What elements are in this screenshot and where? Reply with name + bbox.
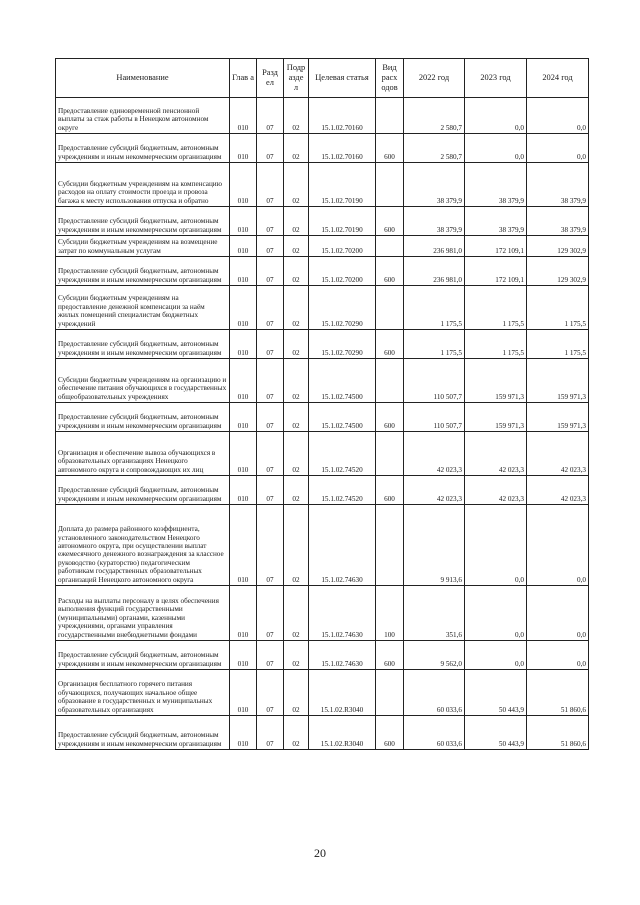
cell-razdel: 07 — [257, 716, 284, 750]
cell-2022: 2 580,7 — [404, 134, 465, 163]
cell-2023: 0,0 — [465, 586, 527, 641]
cell-target: 15.1.02.70190 — [309, 163, 376, 207]
cell-podrazdel: 02 — [284, 257, 309, 286]
cell-2023: 159 971,3 — [465, 403, 527, 432]
cell-target: 15.1.02.R3040 — [309, 716, 376, 750]
cell-name: Предоставление субсидий бюджетным, автономным учреждениям и иным некоммерческим организациям — [56, 403, 230, 432]
cell-vid — [376, 236, 404, 257]
cell-2023: 0,0 — [465, 505, 527, 586]
cell-name: Субсидии бюджетным учреждениям на организацию и обеспечение питания обучающихся в государственных общеобразовательных учреждениях — [56, 359, 230, 403]
table-row — [56, 286, 589, 330]
cell-2022: 60 033,6 — [404, 670, 465, 716]
cell-vid — [376, 670, 404, 716]
cell-2022: 236 981,0 — [404, 257, 465, 286]
cell-name: Предоставление субсидий бюджетным, автономным учреждениям и иным некоммерческим организациям — [56, 476, 230, 505]
cell-razdel: 07 — [257, 330, 284, 359]
cell-2023: 172 109,1 — [465, 236, 527, 257]
cell-2024: 0,0 — [527, 98, 589, 134]
cell-glava: 010 — [230, 716, 257, 750]
budget-table — [55, 58, 589, 750]
cell-name: Предоставление субсидий бюджетным, автономным учреждениям и иным некоммерческим организациям — [56, 207, 230, 236]
cell-2023: 172 109,1 — [465, 257, 527, 286]
cell-razdel: 07 — [257, 134, 284, 163]
cell-2024: 159 971,3 — [527, 359, 589, 403]
cell-2023: 159 971,3 — [465, 359, 527, 403]
table-row — [56, 403, 589, 432]
table-row — [56, 432, 589, 476]
cell-glava: 010 — [230, 505, 257, 586]
cell-razdel: 07 — [257, 98, 284, 134]
cell-2022: 1 175,5 — [404, 286, 465, 330]
cell-target: 15.1.02.70160 — [309, 134, 376, 163]
cell-2024: 0,0 — [527, 586, 589, 641]
cell-name: Организация и обеспечение вывоза обучающихся в образовательных организациях Ненецкого автономного округа и сопровождающих их лиц — [56, 432, 230, 476]
table-row — [56, 716, 589, 750]
cell-vid — [376, 163, 404, 207]
header-name: Наименование — [56, 59, 230, 98]
cell-2024: 129 302,9 — [527, 236, 589, 257]
cell-2022: 110 507,7 — [404, 359, 465, 403]
cell-podrazdel: 02 — [284, 134, 309, 163]
cell-2023: 0,0 — [465, 641, 527, 670]
table-row — [56, 505, 589, 586]
cell-2023: 42 023,3 — [465, 432, 527, 476]
table-row — [56, 586, 589, 641]
cell-2022: 60 033,6 — [404, 716, 465, 750]
cell-target: 15.1.02.74500 — [309, 359, 376, 403]
cell-podrazdel: 02 — [284, 236, 309, 257]
cell-podrazdel: 02 — [284, 98, 309, 134]
cell-razdel: 07 — [257, 163, 284, 207]
cell-vid — [376, 98, 404, 134]
cell-razdel: 07 — [257, 207, 284, 236]
cell-glava: 010 — [230, 403, 257, 432]
cell-glava: 010 — [230, 134, 257, 163]
cell-glava: 010 — [230, 670, 257, 716]
cell-razdel: 07 — [257, 286, 284, 330]
cell-vid: 600 — [376, 641, 404, 670]
cell-razdel: 07 — [257, 670, 284, 716]
cell-name: Предоставление субсидий бюджетным, автономным учреждениям и иным некоммерческим организациям — [56, 134, 230, 163]
cell-podrazdel: 02 — [284, 286, 309, 330]
cell-2022: 236 981,0 — [404, 236, 465, 257]
cell-2024: 51 860,6 — [527, 716, 589, 750]
cell-2023: 42 023,3 — [465, 476, 527, 505]
cell-name: Предоставление субсидий бюджетным, автономным учреждениям и иным некоммерческим организациям — [56, 330, 230, 359]
page-number: 20 — [314, 846, 326, 860]
cell-vid: 600 — [376, 716, 404, 750]
header-2024: 2024 год — [527, 59, 589, 98]
cell-glava: 010 — [230, 586, 257, 641]
cell-glava: 010 — [230, 207, 257, 236]
cell-vid: 600 — [376, 207, 404, 236]
cell-name: Предоставление субсидий бюджетным, автономным учреждениям и иным некоммерческим организациям — [56, 641, 230, 670]
cell-glava: 010 — [230, 641, 257, 670]
cell-2022: 2 580,7 — [404, 98, 465, 134]
cell-name: Предоставление единовременной пенсионной выплаты за стаж работы в Ненецком автономном округе — [56, 98, 230, 134]
cell-2023: 1 175,5 — [465, 286, 527, 330]
cell-podrazdel: 02 — [284, 432, 309, 476]
header-target: Целевая статья — [309, 59, 376, 98]
cell-target: 15.1.02.74500 — [309, 403, 376, 432]
table-row — [56, 359, 589, 403]
cell-2024: 0,0 — [527, 134, 589, 163]
cell-razdel: 07 — [257, 432, 284, 476]
cell-name: Предоставление субсидий бюджетным, автономным учреждениям и иным некоммерческим организациям — [56, 716, 230, 750]
cell-2023: 1 175,5 — [465, 330, 527, 359]
cell-razdel: 07 — [257, 476, 284, 505]
cell-2024: 1 175,5 — [527, 330, 589, 359]
cell-vid — [376, 286, 404, 330]
cell-2023: 38 379,9 — [465, 163, 527, 207]
table-row — [56, 330, 589, 359]
table-row — [56, 98, 589, 134]
cell-2023: 0,0 — [465, 98, 527, 134]
cell-podrazdel: 02 — [284, 330, 309, 359]
cell-podrazdel: 02 — [284, 476, 309, 505]
cell-name: Доплата до размера районного коэффициента, установленного законодательством Ненецкого автономного округа, при осуществлении выплат ежемесячного денежного вознаграждения за классное руководство (кураторство) педагогическим работникам государственных образовательных организаций Ненецкого автономного округа — [56, 505, 230, 586]
cell-podrazdel: 02 — [284, 586, 309, 641]
cell-podrazdel: 02 — [284, 163, 309, 207]
cell-2024: 38 379,9 — [527, 163, 589, 207]
cell-target: 15.1.02.74520 — [309, 432, 376, 476]
cell-2024: 0,0 — [527, 505, 589, 586]
cell-razdel: 07 — [257, 505, 284, 586]
cell-2022: 351,6 — [404, 586, 465, 641]
cell-name: Предоставление субсидий бюджетным, автономным учреждениям и иным некоммерческим организациям — [56, 257, 230, 286]
cell-2022: 110 507,7 — [404, 403, 465, 432]
header-vid: Вид расх одов — [376, 59, 404, 98]
cell-razdel: 07 — [257, 403, 284, 432]
cell-name: Субсидии бюджетным учреждениям на компенсацию расходов на оплату стоимости проезда и провоза багажа к месту использования отпуска и обратно — [56, 163, 230, 207]
table-row — [56, 641, 589, 670]
cell-name: Организация бесплатного горячего питания обучающихся, получающих начальное общее образование в государственных и муниципальных образовательных организациях — [56, 670, 230, 716]
cell-podrazdel: 02 — [284, 641, 309, 670]
cell-vid — [376, 505, 404, 586]
cell-target: 15.1.02.70290 — [309, 330, 376, 359]
cell-2022: 38 379,9 — [404, 207, 465, 236]
table-row — [56, 257, 589, 286]
cell-2023: 50 443,9 — [465, 716, 527, 750]
cell-target: 15.1.02.70290 — [309, 286, 376, 330]
cell-2022: 38 379,9 — [404, 163, 465, 207]
cell-target: 15.1.02.70160 — [309, 98, 376, 134]
cell-podrazdel: 02 — [284, 716, 309, 750]
cell-vid: 100 — [376, 586, 404, 641]
header-2023: 2023 год — [465, 59, 527, 98]
cell-podrazdel: 02 — [284, 505, 309, 586]
cell-name: Субсидии бюджетным учреждениям на предоставление денежной компенсации за наём жилых помещений специалистам бюджетных учреждений — [56, 286, 230, 330]
cell-podrazdel: 02 — [284, 403, 309, 432]
table-header-row — [56, 59, 589, 98]
header-glava: Глав а — [230, 59, 257, 98]
cell-name: Расходы на выплаты персоналу в целях обеспечения выполнения функций государственными (муниципальными) органами, казенными учреждениями, органами управления государственными внебюджетными фондами — [56, 586, 230, 641]
table-row — [56, 207, 589, 236]
cell-glava: 010 — [230, 359, 257, 403]
cell-target: 15.1.02.70200 — [309, 236, 376, 257]
cell-podrazdel: 02 — [284, 359, 309, 403]
cell-vid: 600 — [376, 476, 404, 505]
cell-razdel: 07 — [257, 641, 284, 670]
cell-2022: 9 562,0 — [404, 641, 465, 670]
cell-2022: 42 023,3 — [404, 432, 465, 476]
cell-2024: 38 379,9 — [527, 207, 589, 236]
table-row — [56, 476, 589, 505]
cell-glava: 010 — [230, 432, 257, 476]
cell-target: 15.1.02.74630 — [309, 505, 376, 586]
cell-razdel: 07 — [257, 236, 284, 257]
cell-2024: 1 175,5 — [527, 286, 589, 330]
cell-name: Субсидии бюджетным учреждениям на возмещение затрат по коммунальным услугам — [56, 236, 230, 257]
header-podrazdel: Подр азде л — [284, 59, 309, 98]
cell-target: 15.1.02.74520 — [309, 476, 376, 505]
cell-2023: 0,0 — [465, 134, 527, 163]
cell-glava: 010 — [230, 98, 257, 134]
cell-2024: 159 971,3 — [527, 403, 589, 432]
cell-2023: 50 443,9 — [465, 670, 527, 716]
cell-2022: 1 175,5 — [404, 330, 465, 359]
cell-target: 15.1.02.R3040 — [309, 670, 376, 716]
cell-2023: 38 379,9 — [465, 207, 527, 236]
cell-2022: 42 023,3 — [404, 476, 465, 505]
cell-razdel: 07 — [257, 586, 284, 641]
cell-podrazdel: 02 — [284, 207, 309, 236]
cell-2024: 129 302,9 — [527, 257, 589, 286]
cell-target: 15.1.02.74630 — [309, 641, 376, 670]
cell-vid: 600 — [376, 134, 404, 163]
cell-glava: 010 — [230, 236, 257, 257]
cell-glava: 010 — [230, 163, 257, 207]
header-razdel: Разд ел — [257, 59, 284, 98]
cell-vid — [376, 359, 404, 403]
cell-2024: 42 023,3 — [527, 432, 589, 476]
table-row — [56, 236, 589, 257]
cell-glava: 010 — [230, 476, 257, 505]
table-row — [56, 670, 589, 716]
cell-target: 15.1.02.70190 — [309, 207, 376, 236]
cell-target: 15.1.02.74630 — [309, 586, 376, 641]
cell-glava: 010 — [230, 330, 257, 359]
cell-2024: 51 860,6 — [527, 670, 589, 716]
cell-2022: 9 913,6 — [404, 505, 465, 586]
cell-podrazdel: 02 — [284, 670, 309, 716]
cell-vid: 600 — [376, 403, 404, 432]
cell-vid — [376, 432, 404, 476]
table-row — [56, 134, 589, 163]
cell-vid: 600 — [376, 257, 404, 286]
cell-razdel: 07 — [257, 257, 284, 286]
cell-razdel: 07 — [257, 359, 284, 403]
cell-2024: 0,0 — [527, 641, 589, 670]
cell-vid: 600 — [376, 330, 404, 359]
table-row — [56, 163, 589, 207]
cell-target: 15.1.02.70200 — [309, 257, 376, 286]
table-body — [56, 98, 589, 750]
cell-glava: 010 — [230, 286, 257, 330]
header-2022: 2022 год — [404, 59, 465, 98]
cell-glava: 010 — [230, 257, 257, 286]
cell-2024: 42 023,3 — [527, 476, 589, 505]
